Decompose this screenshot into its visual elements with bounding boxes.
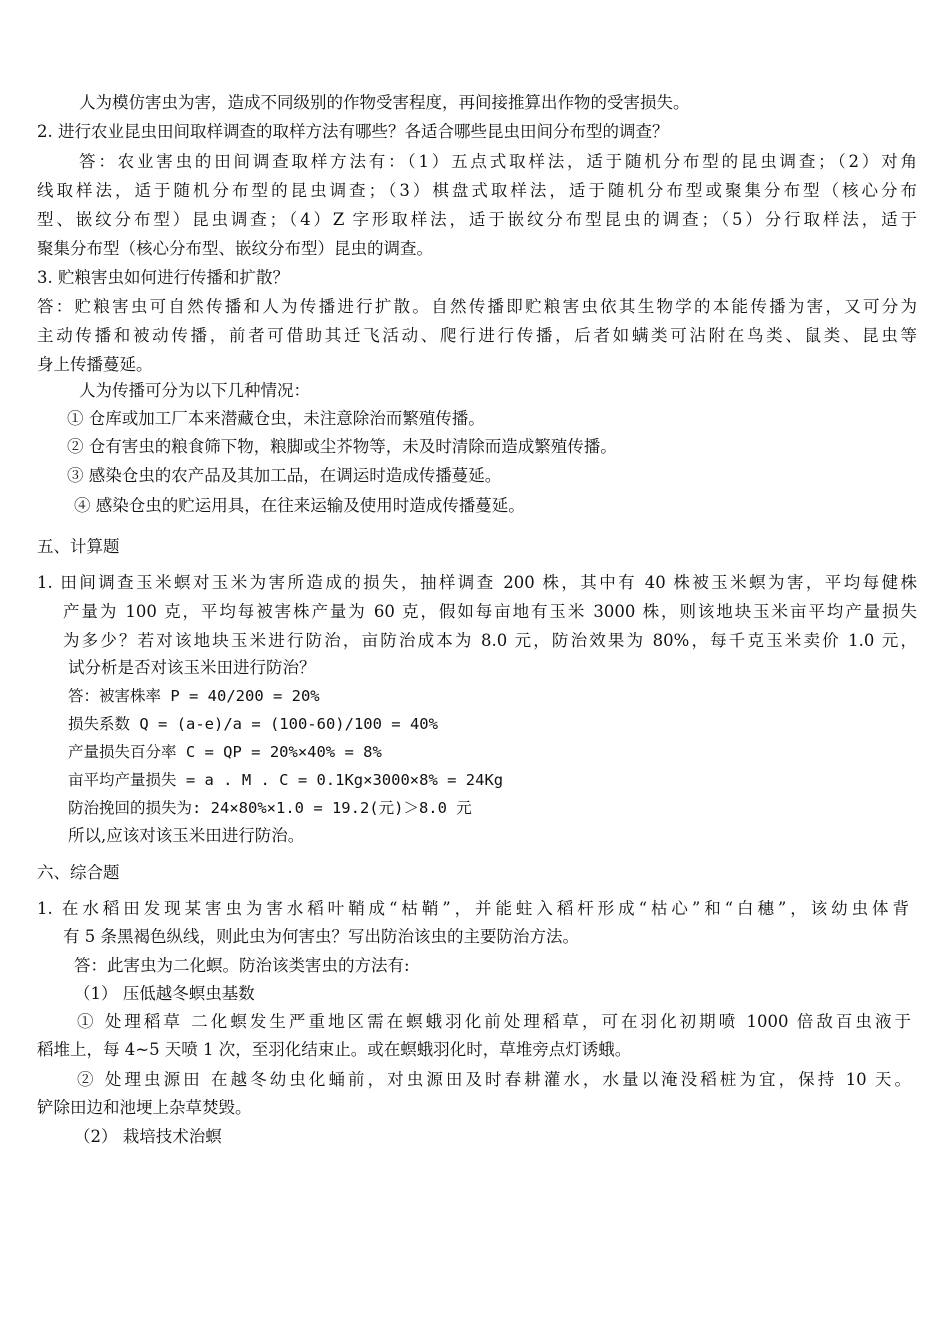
answer-line: ② 处理虫源田 在越冬幼虫化蛹前，对虫源田及时春耕灌水，水量以淹没稻桩为宜，保持 10 天。: [77, 1070, 911, 1089]
calc-line: 所以,应该对该玉米田进行防治。: [68, 826, 305, 845]
answer-line: 型、嵌纹分布型）昆虫调查；（4）Z 字形取样法，适于嵌纹分布型昆虫的调查；（5）分行取样法，适于: [37, 210, 917, 229]
answer-line: 主动传播和被动传播，前者可借助其迁飞活动、爬行进行传播，后者如螨类可沾附在鸟类、鼠类、昆虫等: [37, 326, 917, 345]
calc-line: 产量损失百分率 C = QP = 20%×40% = 8%: [68, 743, 382, 761]
section-heading: 五、计算题: [37, 537, 120, 556]
answer-line: 答：农业害虫的田间调查取样方法有：（1）五点式取样法，适于随机分布型的昆虫调查；（2）对角: [79, 152, 917, 171]
question-line: 试分析是否对该玉米田进行防治？: [68, 658, 316, 677]
question-1: 1. 在水稻田发现某害虫为害水稻叶鞘成“枯鞘”，并能蛀入稻杆形成“枯心”和“白穗”，该幼虫体背: [37, 899, 909, 918]
calc-line: 防治挽回的损失为: 24×80%×1.0 = 19.2(元)＞8.0 元: [68, 799, 472, 817]
list-item: ④ 感染仓虫的贮运用具，在往来运输及使用时造成传播蔓延。: [74, 496, 525, 515]
answer-line: 答：贮粮害虫可自然传播和人为传播进行扩散。自然传播即贮粮害虫依其生物学的本能传播为害，又可分为: [37, 297, 917, 316]
question-2: 2. 进行农业昆虫田间取样调查的取样方法有哪些？各适合哪些昆虫田间分布型的调查？: [37, 122, 669, 141]
question-3: 3. 贮粮害虫如何进行传播和扩散？: [37, 268, 289, 287]
answer-line: （2） 栽培技术治螟: [74, 1127, 222, 1146]
calc-line: 亩平均产量损失 = a . M . C = 0.1Kg×3000×8% = 24Kg: [68, 771, 504, 789]
question-line: 为多少？若对该地块玉米进行防治，亩防治成本为 8.0 元，防治效果为 80%，每千克玉米卖价 1.0 元，: [63, 631, 917, 650]
answer-line: 答：此害虫为二化螟。防治该类害虫的方法有:: [74, 956, 410, 975]
answer-line: 人为传播可分为以下几种情况：: [79, 381, 310, 400]
question-line: 有 5 条黑褐色纵线，则此虫为何害虫？写出防治该虫的主要防治方法。: [63, 927, 579, 946]
list-item: ① 仓库或加工厂本来潜藏仓虫，未注意除治而繁殖传播。: [67, 409, 485, 428]
answer-line: 身上传播蔓延。: [37, 355, 153, 374]
calc-line: 损失系数 Q = (a-e)/a = (100-60)/100 = 40%: [68, 715, 438, 733]
list-item: ③ 感染仓虫的农产品及其加工品，在调运时造成传播蔓延。: [67, 466, 502, 485]
answer-line: 线取样法，适于随机分布型的昆虫调查；（3）棋盘式取样法，适于随机分布型或聚集分布型（核心分布: [37, 181, 917, 200]
question-line: 产量为 100 克，平均每被害株产量为 60 克，假如每亩地有玉米 3000 株，则该地块玉米亩平均产量损失: [63, 602, 917, 621]
text-line: 人为模仿害虫为害，造成不同级别的作物受害程度，再间接推算出作物的受害损失。: [79, 93, 690, 112]
answer-line: ① 处理稻草 二化螟发生严重地区需在螟蛾羽化前处理稻草，可在羽化初期喷 1000 倍敌百虫液于: [77, 1012, 911, 1031]
section-heading: 六、综合题: [37, 863, 120, 882]
answer-line: 稻堆上，每 4~5 天喷 1 次，至羽化结束止。或在螟蛾羽化时，草堆旁点灯诱蛾。: [37, 1040, 632, 1059]
question-1: 1. 田间调查玉米螟对玉米为害所造成的损失，抽样调查 200 株，其中有 40 株被玉米螟为害，平均每健株: [37, 573, 917, 592]
answer-line: 聚集分布型（核心分布型、嵌纹分布型）昆虫的调查。: [37, 239, 433, 258]
answer-line: 铲除田边和池埂上杂草焚毁。: [37, 1098, 252, 1117]
list-item: ② 仓有害虫的粮食筛下物，粮脚或尘芥物等，未及时清除而造成繁殖传播。: [67, 437, 617, 456]
calc-line: 答：被害株率 P = 40/200 = 20%: [68, 687, 320, 705]
answer-line: （1） 压低越冬螟虫基数: [74, 984, 255, 1003]
